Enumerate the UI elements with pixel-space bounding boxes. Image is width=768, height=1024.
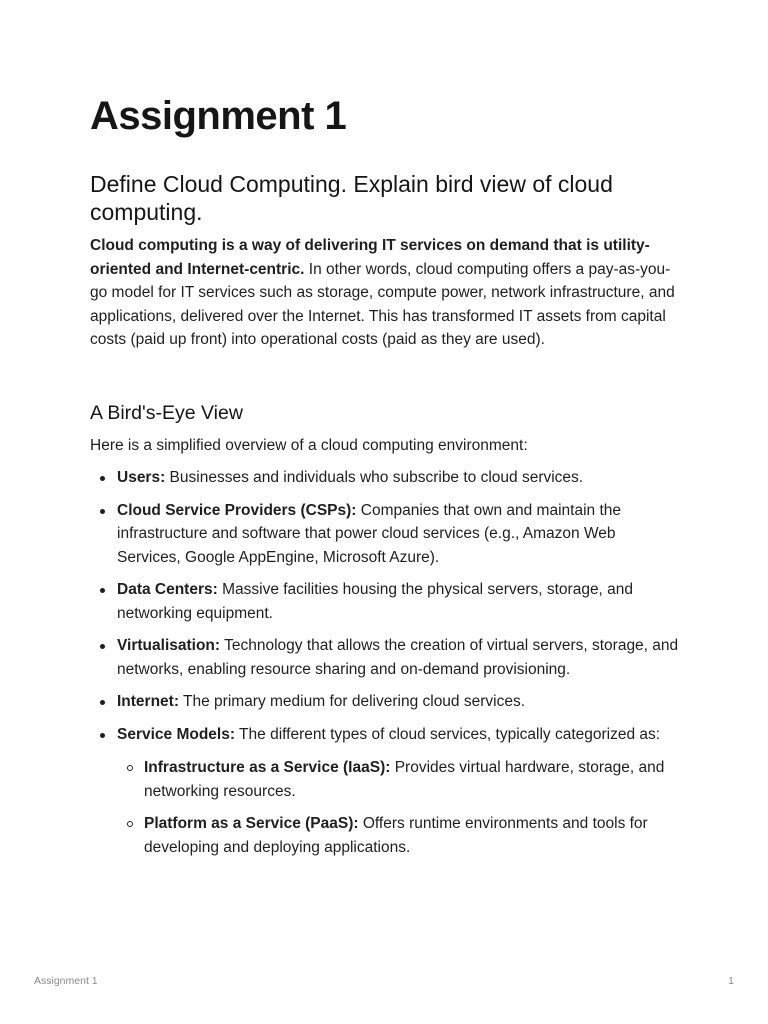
list-item bbox=[90, 723, 680, 860]
footer-page-number: 1 bbox=[728, 975, 734, 987]
list-item-text: Businesses and individuals who subscribe to cloud services. bbox=[165, 469, 584, 486]
sublist-item bbox=[117, 756, 680, 803]
sublist-item-text: Offers runtime environments and tools for developing and deploying applications. bbox=[144, 815, 648, 856]
bullet-icon bbox=[100, 509, 105, 514]
list-item bbox=[90, 578, 680, 625]
document-page bbox=[90, 90, 680, 868]
list-item-term: Virtualisation: bbox=[117, 637, 221, 654]
definition-bold-text: Cloud computing is a way of delivering IT services on demand that is utility-oriented and Internet-centric. bbox=[90, 237, 650, 278]
question-heading: Define Cloud Computing. Explain bird view of cloud computing. bbox=[90, 171, 613, 225]
hollow-bullet-icon bbox=[127, 821, 133, 827]
list-item-text: The different types of cloud services, typically categorized as: bbox=[235, 725, 661, 743]
list-item bbox=[90, 466, 680, 490]
list-item-text: Technology that allows the creation of virtual servers, storage, and networks, enabling resource sharing and on-demand provisioning. bbox=[117, 637, 679, 678]
page-title: Assignment 1 bbox=[90, 94, 347, 138]
bullet-icon bbox=[100, 700, 105, 705]
list-item-term: Data Centers: bbox=[117, 581, 218, 598]
list-item-term: Service Models: bbox=[117, 725, 236, 743]
list-item-term: Users: bbox=[117, 469, 166, 486]
bullet-icon bbox=[100, 733, 105, 738]
definition-rest-text: In other words, cloud computing offers a pay-as-you-go model for IT services such as storage, compute power, network infrastructure, and applications, delivered over the Internet. This has transformed IT assets from capital costs (paid up front) into operational costs (paid as they are used). bbox=[90, 260, 675, 348]
sublist-item-text: Provides virtual hardware, storage, and networking resources. bbox=[144, 759, 665, 800]
bullet-icon bbox=[100, 644, 105, 649]
list-item bbox=[90, 690, 680, 714]
list-item-text: Companies that own and maintain the infrastructure and software that power cloud services (e.g., Amazon Web Services, Google AppEngine, Microsoft Azure). bbox=[117, 501, 621, 566]
list-item-term: Internet: bbox=[117, 693, 179, 710]
list-item bbox=[90, 499, 680, 570]
hollow-bullet-icon bbox=[127, 765, 133, 771]
definition-paragraph bbox=[90, 234, 680, 352]
list-item bbox=[90, 634, 680, 681]
service-models-sublist bbox=[117, 756, 680, 859]
overview-list bbox=[90, 466, 680, 859]
overview-intro: Here is a simplified overview of a cloud computing environment: bbox=[90, 436, 528, 454]
list-item-text: The primary medium for delivering cloud services. bbox=[179, 693, 526, 710]
list-item-text: Massive facilities housing the physical servers, storage, and networking equipment. bbox=[117, 581, 634, 622]
bullet-icon bbox=[100, 588, 105, 593]
sublist-item bbox=[117, 812, 680, 859]
footer-document-name: Assignment 1 bbox=[34, 975, 98, 987]
bullet-icon bbox=[100, 476, 105, 481]
list-item-term: Cloud Service Providers (CSPs): bbox=[117, 501, 357, 519]
sublist-item-term: Infrastructure as a Service (IaaS): bbox=[144, 759, 391, 776]
section-heading-birds-eye-view: A Bird's-Eye View bbox=[90, 401, 243, 424]
sublist-item-term: Platform as a Service (PaaS): bbox=[144, 815, 359, 832]
